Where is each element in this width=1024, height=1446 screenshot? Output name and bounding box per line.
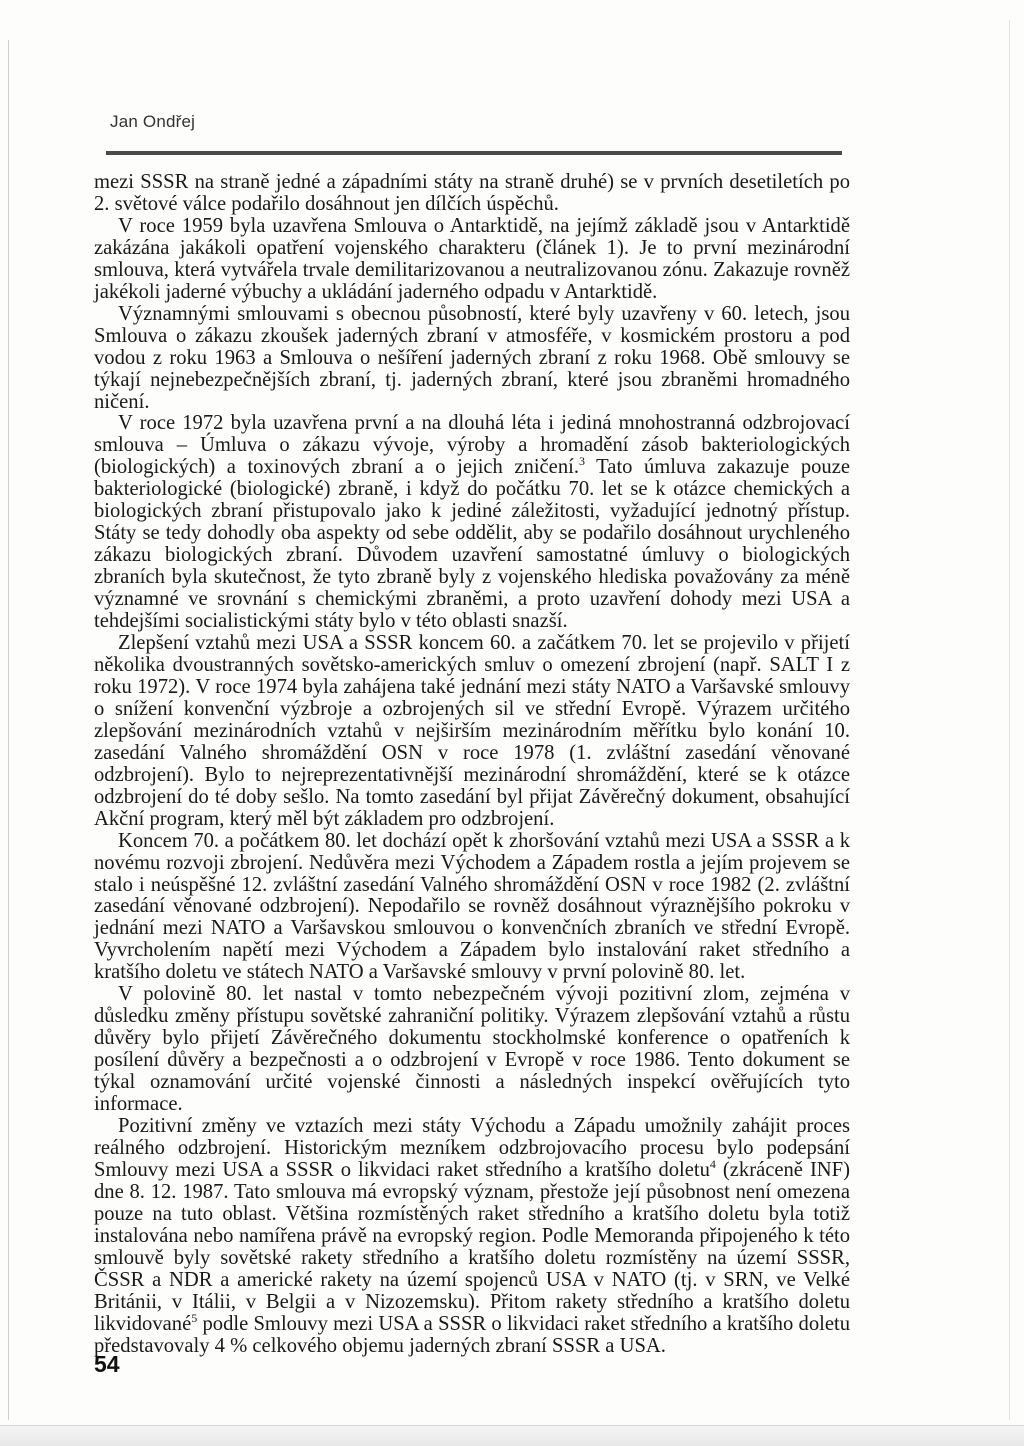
paragraph: Zlepšení vztahů mezi USA a SSSR koncem 60. a začátkem 70. let se projevilo v přijetí několika dvoustranných sovětsko-amerických smluv o omezení zbrojení (např. SALT I z roku 1972). V roce 1974 byla zahájena také jednání mezi státy NATO a Varšavské smlouvy o snížení konvenční výzbroje a ozbrojených sil ve střední Evropě. Výrazem určitého zlepšování mezinárodních vztahů v nejširším mezinárodním měřítku bylo konání 10. zasedání Valného shromáždění OSN v roce 1978 (1. zvláštní zasedání věnované odzbrojení). Bylo to nejreprezentativnější mezinárodní shromáždění, které se k otázce odzbrojení do té doby sešlo. Na tomto zasedání byl přijat Závěrečný dokument, obsahující Akční program, který měl být základem pro odzbrojení. — [94, 632, 850, 830]
paragraph-text: Tato úmluva zakazuje pouze bakteriologické (biologické) zbraně, i když do počátku 70. let se k otázce chemických a biologických zbraní přistupovalo jako k jediné záležitosti, vyžadující jednotný přístup. Státy se tedy dohodly oba aspekty od sebe oddělit, aby se podařilo dosáhnout urychleného zákazu biologických zbraní. Důvodem uzavření samostatné úmluvy o biologických zbraních byla skutečnost, že tyto zbraně byly z vojenského hlediska považovány za méně významné ve srovnání s chemickými zbraněmi, a proto uzavření dohody mezi USA a tehdejšími socialistickými státy bylo v této oblasti snazší. — [94, 456, 851, 633]
paragraph-text: (zkráceně INF) dne 8. 12. 1987. Tato smlouva má evropský význam, přestože její působnost není omezena pouze na tuto oblast. Většina rozmístěných raket středního a kratšího doletu byla totiž instalována nebo namířena právě na evropský region. Podle Memoranda připojeného k této smlouvě byly sovětské rakety středního a kratšího doletu rozmístěny na území SSSR, ČSSR a NDR a americké rakety na území spojenců USA v NATO (tj. v SRN, ve Velké Británii, v Itálii, v Belgii a v Nizozemsku). Přitom rakety středního a kratšího doletu likvidované — [94, 1158, 850, 1335]
footnote-marker: 4 — [709, 1157, 716, 1172]
paragraph — [94, 413, 850, 633]
header-rule — [106, 151, 842, 155]
footnote-marker: 3 — [579, 454, 585, 469]
paragraph: V polovině 80. let nastal v tomto nebezpečném vývoji pozitivní zlom, zejména v důsledku změny přístupu sovětské zahraniční politiky. Výrazem zlepšování vztahů a růstu důvěry bylo přijetí Závěrečného dokumentu stockholmské konference o opatřeních k posílení důvěry a bezpečnosti a o odzbrojení v Evropě v roce 1986. Tento dokument se týkal oznamování určité vojenské činnosti a následných inspekcí ověřujících tyto informace. — [94, 983, 850, 1116]
page-edge-shadow — [8, 40, 9, 1420]
page-number: 54 — [94, 1351, 120, 1377]
running-head-author: Jan Ondřej — [110, 112, 196, 131]
paragraph-text: V roce 1972 byla uzavřena první a na dlouhá léta i jediná mnohostranná odzbrojovací smlouva – Úmluva o zákazu vývoje, výroby a hromadění zásob bakteriologických (biologických) a toxinových zbraní a o jejich zničení. — [94, 412, 850, 479]
page-edge-shadow — [1009, 20, 1010, 1420]
paragraph-text: Pozitivní změny ve vztazích mezi státy Východu a Západu umožnily zahájit proces reálného odzbrojení. Historickým mezníkem odzbrojovacího procesu bylo podepsání Smlouvy mezi USA a SSSR o likvidaci raket středního a kratšího doletu — [94, 1114, 850, 1181]
body-text — [94, 172, 850, 1357]
paragraph: mezi SSSR na straně jedné a západními státy na straně druhé) se v prvních desetiletích po 2. světové válce podařilo dosáhnout jen dílčích úspěchů. — [94, 171, 850, 215]
paragraph: Koncem 70. a počátkem 80. let dochází opět k zhoršování vztahů mezi USA a SSSR a k novému rozvoji zbrojení. Nedůvěra mezi Východem a Západem rostla a jejím projevem se stalo i neúspěšné 12. zvláštní zasedání Valného shromáždění OSN v roce 1982 (2. zvláštní zasedání věnované odzbrojení). Nepodařilo se rovněž dosáhnout výraznějšího pokroku v jednání mezi NATO a Varšavskou smlouvou o konvenčních zbraních ve střední Evropě. Vyvrcholením napětí mezi Východem a Západem bylo instalování raket středního a kratšího doletu ve státech NATO a Varšavské smlouvy v první polovině 80. let. — [94, 829, 850, 984]
footnote-marker: 5 — [191, 1310, 198, 1325]
paragraph: V roce 1959 byla uzavřena Smlouva o Antarktidě, na jejímž základě jsou v Antarktidě zakázána jakákoli opatření vojenského charakteru (článek 1). Je to první mezinárodní smlouva, která vytvářela trvale demilitarizovanou a neutralizovanou zónu. Zakazuje rovněž jakékoli jaderné výbuchy a ukládání jaderného odpadu v Antarktidě. — [94, 214, 850, 303]
paragraph: Významnými smlouvami s obecnou působností, které byly uzavřeny v 60. letech, jsou Smlouva o zákazu zkoušek jaderných zbraní v atmosféře, v kosmickém prostoru a pod vodou z roku 1963 a Smlouva o nešíření jaderných zbraní z roku 1968. Obě smlouvy se týkají nejnebezpečnějších zbraní, tj. jaderných zbraní, které jsou zbraněmi hromadného ničení. — [94, 302, 850, 413]
paragraph — [94, 1116, 850, 1357]
scan-bottom-edge — [0, 1425, 1024, 1446]
paragraph-text: podle Smlouvy mezi USA a SSSR o likvidaci raket středního a kratšího doletu představovaly 4 % celkového objemu jaderných zbraní SSSR a USA. — [94, 1312, 850, 1357]
